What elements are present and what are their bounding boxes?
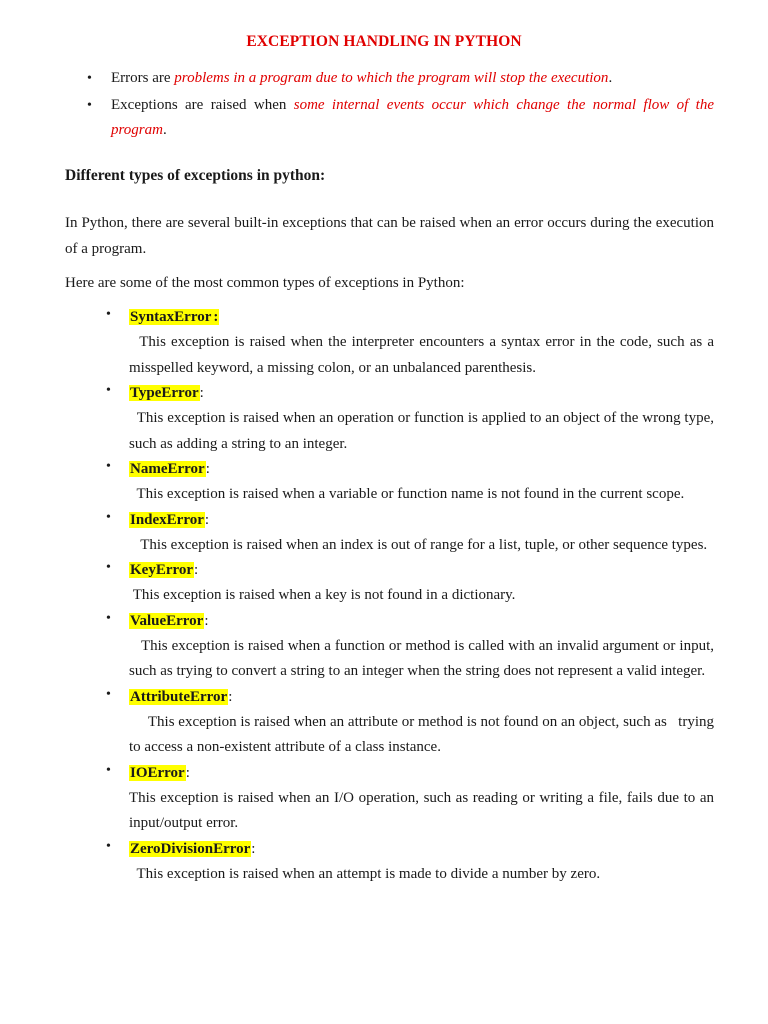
- bullet-icon: •: [106, 838, 111, 854]
- bullet-icon: •: [106, 307, 111, 322]
- exception-name: SyntaxError: [130, 309, 212, 325]
- intro-list: [0, 66, 768, 145]
- exception-name: TypeError: [130, 385, 199, 401]
- bullet-icon: •: [106, 560, 111, 575]
- intro-text: Exceptions are raised when: [111, 96, 294, 113]
- paragraph: In Python, there are several built-in exceptions that can be raised when an error occurs during the execution of a program.: [65, 215, 714, 257]
- exception-description: This exception is raised when an operation or function is applied to an object of the wrong type, such as adding a string to an integer.: [129, 410, 714, 452]
- intro-suffix: .: [162, 122, 167, 138]
- list-item-keyerror: [0, 558, 768, 609]
- exception-list: [0, 305, 768, 887]
- list-item-zerodivisionerror: [0, 837, 768, 888]
- exception-description: This exception is raised when an index is out of range for a list, tuple, or other sequence types.: [129, 536, 708, 553]
- list-item-ioerror: [0, 761, 768, 837]
- intro-highlight: problems in a program due to which the program will stop the execution: [174, 70, 609, 86]
- bullet-icon: •: [106, 762, 111, 778]
- exception-description: This exception is raised when a variable or function name is not found in the current scope.: [129, 486, 685, 502]
- intro-item: [0, 93, 768, 144]
- exception-name: ZeroDivisionError: [130, 840, 251, 857]
- exception-name: IOError: [130, 764, 185, 781]
- list-item-nameerror: [0, 457, 768, 508]
- exception-colon: :: [213, 309, 219, 325]
- intro-highlight: some internal events occur which change the normal flow of the program: [111, 96, 714, 138]
- bullet-icon: •: [106, 383, 111, 398]
- exception-description: This exception is raised when the interpreter encounters a syntax error in the code, such as a misspelled keyword, a missing colon, or an unbalanced parenthesis.: [129, 334, 714, 376]
- exception-description: This exception is raised when a key is not found in a dictionary.: [129, 587, 516, 603]
- bullet-icon: •: [106, 459, 111, 474]
- intro-text: Errors are: [111, 70, 175, 86]
- exception-colon: :: [205, 461, 210, 477]
- exception-colon: :: [204, 511, 210, 528]
- exception-name: KeyError: [130, 562, 194, 578]
- exception-colon: :: [185, 764, 190, 781]
- exception-description: This exception is raised when an attempt is made to divide a number by zero.: [129, 865, 601, 882]
- intro-item: [0, 66, 768, 92]
- section-heading: Different types of exceptions in python:: [65, 167, 326, 184]
- exception-name: ValueError: [130, 612, 204, 629]
- exception-name: IndexError: [130, 511, 204, 528]
- exception-colon: :: [251, 840, 256, 857]
- exception-colon: :: [194, 562, 199, 578]
- exception-description: This exception is raised when an I/O operation, such as reading or writing a file, fails due to an input/output error.: [129, 789, 714, 831]
- bullet-icon: •: [87, 97, 92, 113]
- exception-colon: :: [204, 612, 209, 629]
- bullet-icon: •: [87, 71, 92, 86]
- intro-suffix: .: [608, 70, 613, 86]
- exception-name: AttributeError: [130, 688, 228, 705]
- list-item-valueerror: [0, 609, 768, 685]
- exception-colon: :: [199, 385, 204, 401]
- bullet-icon: •: [106, 610, 111, 626]
- list-item-indexerror: [0, 508, 768, 559]
- exception-colon: :: [228, 688, 233, 705]
- bullet-icon: •: [106, 686, 111, 702]
- bullet-icon: •: [106, 509, 111, 525]
- exception-description: This exception is raised when an attribute or method is not found on an object, such as trying to access a non-existent attribute of a class instance.: [129, 713, 714, 755]
- exception-description: This exception is raised when a function or method is called with an invalid argument or input, such as trying to convert a string to an integer when the string does not represent a valid integer.: [129, 637, 714, 679]
- list-item-syntaxerror: [0, 305, 768, 381]
- list-item-attributeerror: [0, 685, 768, 761]
- paragraph: Here are some of the most common types of exceptions in Python:: [65, 275, 465, 291]
- exception-name: NameError: [130, 461, 205, 477]
- list-item-typeerror: [0, 381, 768, 457]
- page-title: EXCEPTION HANDLING IN PYTHON: [246, 33, 522, 50]
